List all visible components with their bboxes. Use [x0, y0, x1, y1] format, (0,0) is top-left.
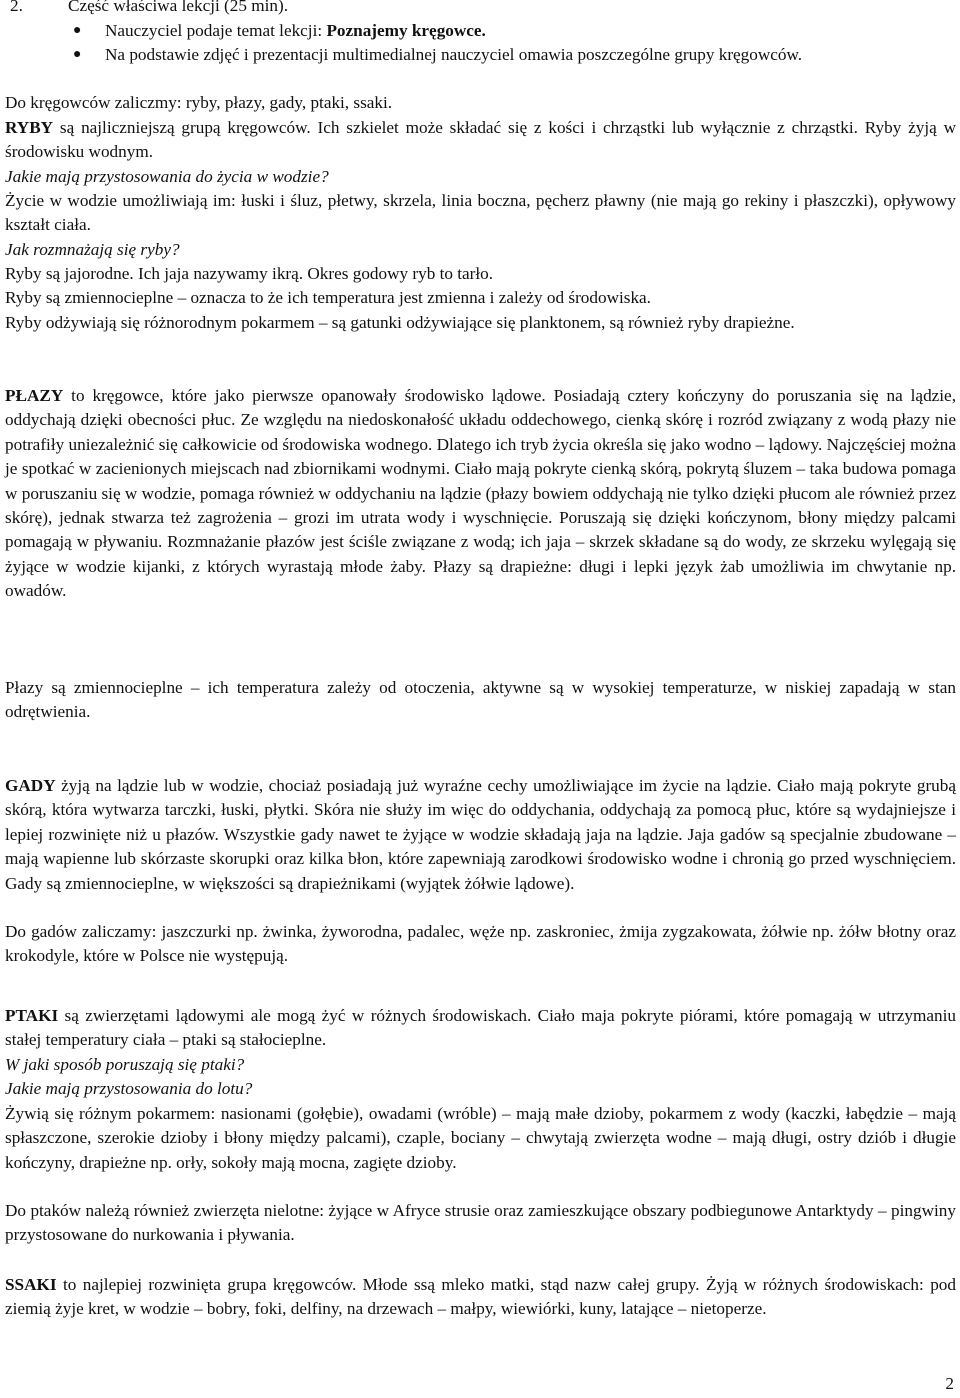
page-number: 2	[945, 1374, 954, 1393]
bullet-item-1	[67, 19, 955, 44]
paragraph-ryby: RYBY są najliczniejszą grupą kręgowców. Ich szkielet może składać się z kości i chrząstki lub wyłącznie z chrząstki. Ryby żyją w środowisku wodnym.	[5, 118, 956, 162]
paragraph-plazy: PŁAZY to kręgowce, które jako pierwsze opanowały środowisko lądowe. Posiadają cztery kończyny do poruszania się na lądzie, oddychają dzięki obecności płuc. Ze względu na niedoskonałość układu oddechowego, cienką skórę i rozród związany z wodą płazy nie potrafiły uniezależnić się całkowicie od środowiska wodnego. Dlatego ich tryb życia określa się jako wodno – lądowy. Najczęściej można je spotkać w zacienionych miejscach nad zbiornikami wodnymi. Ciało mają pokryte cienką skórą, pokrytą śluzem – taka budowa pomaga w poruszaniu się w wodzie, pomaga również w oddychaniu na lądzie (płazy bowiem oddychają nie tylko dzięki płucom ale również przez skórę), jednak stwarza też zagrożenia – grozi im utrata wody i wyschnięcie. Poruszają się dzięki kończynom, błony między palcami pomagają w pływaniu. Rozmnażanie płazów jest ściśle związane z wodą; ich jaja – skrzek składane są do wody, ze skrzeku wylęgają się żyjące w wodzie kijanki, z których wyrastają młode żaby. Płazy są drapieżne: długi i lepki język żab umożliwia im chwytanie np. owadów.	[5, 386, 956, 601]
question: W jaki sposób poruszają się ptaki?	[5, 1055, 245, 1074]
paragraph: Ryby są jajorodne. Ich jaja nazywamy ikrą. Okres godowy ryb to tarło.	[5, 264, 494, 283]
paragraph-ssaki: SSAKI to najlepiej rozwinięta grupa kręgowców. Młode ssą mleko matki, stąd nazw całej grupy. Żyją w różnych środowiskach: pod ziemią żyje kret, w wodzie – bobry, foki, delfiny, na drzewach – małpy, wiewiórki, kuny, latające – nietoperze.	[5, 1275, 956, 1319]
paragraph-ptaki: PTAKI są zwierzętami lądowymi ale mogą żyć w różnych środowiskach. Ciało maja pokryte piórami, które pomagają w utrzymaniu stałej temperatury ciała – ptaki są stałocieplne.	[5, 1006, 956, 1050]
question: Jak rozmnażają się ryby?	[5, 240, 180, 259]
paragraph: Żywią się różnym pokarmem: nasionami (gołębie), owadami (wróble) – mają małe dzioby, pokarmem z wody (kaczki, łabędzie – mają spłaszczone, szerokie dzioby i błony między palcami), czaple, bociany – chwytają zwierzęta wodne – mają długi, ostry dziób i długie kończyny, drapieżne np. orły, sokoły mają mocna, zagięte dzioby.	[5, 1104, 956, 1172]
paragraph: Płazy są zmiennocieplne – ich temperatura zależy od otoczenia, aktywne są w wysokiej temperaturze, w niskiej zapadają w stan odrętwienia.	[5, 678, 956, 722]
paragraph: Do ptaków należą również zwierzęta nielotne: żyjące w Afryce strusie oraz zamieszkujące obszary podbiegunowe Antarktydy – pingwiny przystosowane do nurkowania i pływania.	[5, 1201, 956, 1245]
bullet-2-text: Na podstawie zdjęć i prezentacji multimedialnej nauczyciel omawia poszczególne grupy kręgowców.	[105, 45, 803, 64]
question: Jakie mają przystosowania do życia w wodzie?	[5, 167, 329, 186]
section-title: Część właściwa lekcji (25 min).	[68, 0, 289, 15]
bullet-icon: ●	[73, 23, 82, 38]
paragraph: Życie w wodzie umożliwiają im: łuski i śluz, płetwy, skrzela, linia boczna, pęcherz pławny (nie mają go rekiny i płaszczki), opływowy kształt ciała.	[5, 191, 956, 235]
paragraph: Ryby są zmiennocieplne – oznacza to że ich temperatura jest zmienna i zależy od środowiska.	[5, 288, 651, 307]
lesson-topic: Poznajemy kręgowce.	[326, 21, 486, 40]
paragraph-gady: GADY żyją na lądzie lub w wodzie, chociaż posiadają już wyraźne cechy umożliwiające im życie na lądzie. Ciało mają pokryte grubą skórą, która wytwarza tarczki, łuski, płytki. Skóra nie służy im więc do oddychania, oddychają za pomocą płuc, które są wydajniejsze i lepiej rozwinięte niż u płazów. Wszystkie gady nawet te żyjące w wodzie składają jaja na lądzie. Jaja gadów są specjalnie zbudowane – mają wapienne lub skórzaste skorupki oraz kilka błon, które zapewniają zarodkowi środowisko wodne i chronią go przed wyschnięciem. Gady są zmiennocieplne, w większości są drapieżnikami (wyjątek żółwie lądowe).	[5, 776, 956, 893]
bullet-1-text: Nauczyciel podaje temat lekcji:	[105, 21, 327, 40]
section-number: 2.	[10, 0, 23, 15]
paragraph: Ryby odżywiają się różnorodnym pokarmem – są gatunki odżywiające się planktonem, są również ryby drapieżne.	[5, 313, 795, 332]
paragraph: Do gadów zaliczamy: jaszczurki np. żwinka, żyworodna, padalec, węże np. zaskroniec, żmija zygzakowata, żółwie np. żółw błotny oraz krokodyle, które w Polsce nie występują.	[5, 922, 956, 966]
paragraph: Do kręgowców zaliczmy: ryby, płazy, gady, ptaki, ssaki.	[5, 93, 393, 112]
bullet-icon: ●	[73, 47, 82, 62]
question: Jakie mają przystosowania do lotu?	[5, 1079, 253, 1098]
